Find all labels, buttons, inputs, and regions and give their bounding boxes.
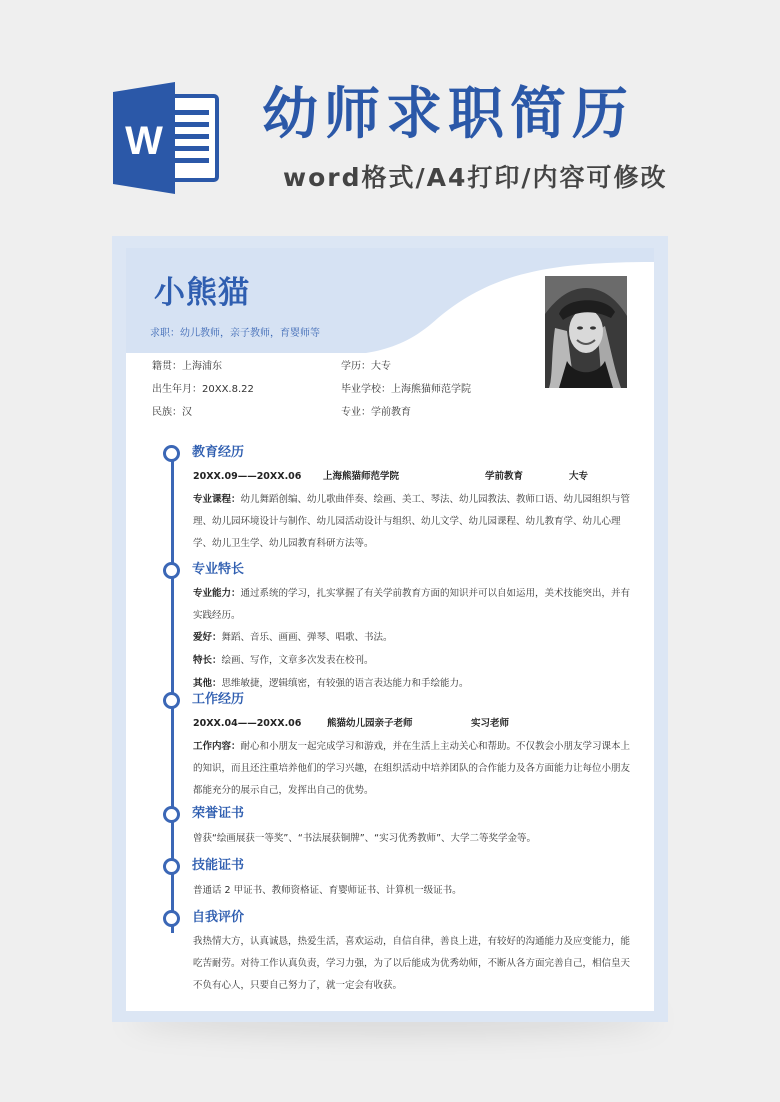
skills-hobby (193, 627, 638, 649)
education-courses-text: 幼儿舞蹈创编、幼儿歌曲伴奏、绘画、美工、琴法、幼儿园教法、教师口语、幼儿园组织与管理、幼儿园环境设计与制作、幼儿园活动设计与组织、幼儿文学、幼儿园课程、幼儿教育学、幼儿心理学、幼儿卫生学、幼儿园教育科研方法等。 (193, 494, 631, 549)
section-title-education: 教育经历 (192, 445, 245, 460)
resume-sheet (126, 248, 654, 1011)
info-degree: 学历：大专 (341, 361, 391, 372)
skills-specialty (193, 650, 638, 672)
page-title: 幼师求职简历 (262, 82, 634, 147)
info-hometown: 籍贯：上海浦东 (152, 361, 222, 372)
info-birth: 出生年月：20XX.8.22 (152, 384, 254, 395)
section-title-certs: 技能证书 (192, 858, 245, 873)
work-content-label: 工作内容： (193, 741, 241, 752)
skills-other (193, 673, 638, 695)
education-major: 学前教育 (485, 471, 524, 482)
word-logo-icon (113, 82, 221, 194)
work-content-text: 耐心和小朋友一起完成学习和游戏，并在生活上主动关心和帮助。不仅教会小朋友学习课本上的知识，而且还注重培养他们的学习兴趣，在组织活动中培养团队的合作能力及各方面能力让每位小朋友都能充分的展示自己，发挥出自己的优势。 (193, 741, 631, 796)
word-logo-letter: W (125, 119, 163, 163)
skills-other-text: 思维敏捷，逻辑缜密，有较强的语言表达能力和手绘能力。 (221, 678, 469, 689)
education-courses (193, 489, 638, 555)
work-company: 熊猫幼儿园亲子老师 (327, 718, 413, 729)
skills-hobby-label: 爱好： (193, 632, 222, 643)
work-role: 实习老师 (471, 718, 510, 729)
skills-ability (193, 583, 638, 627)
section-title-self-eval: 自我评价 (192, 910, 245, 925)
certs-text: 普通话 2 甲证书、教师资格证、育婴师证书、计算机一级证书。 (193, 885, 462, 896)
info-ethnicity: 民族：汉 (152, 407, 192, 418)
work-period: 20XX.04——20XX.06 (193, 718, 302, 729)
timeline-dot-work (163, 692, 180, 709)
job-intent: 求职：幼儿教师，亲子教师，育婴师等 (150, 328, 320, 339)
info-major: 专业：学前教育 (341, 407, 411, 418)
education-level: 大专 (569, 471, 589, 482)
candidate-name: 小熊猫 (154, 275, 250, 311)
self-eval-text: 我热情大方，认真诚恳，热爱生活，喜欢运动，自信自律，善良上进，有较好的沟通能力及应变能力，能吃苦耐劳。对待工作认真负责，学习力强，为了以后能成为优秀幼师，不断从各方面完善自己，相信皇天不负有心人，只要自己努力了，就一定会有收获。 (193, 936, 631, 991)
section-title-honors: 荣誉证书 (192, 806, 245, 821)
education-courses-label: 专业课程： (193, 494, 241, 505)
section-title-skills: 专业特长 (192, 562, 245, 577)
profile-photo (545, 276, 627, 388)
education-school: 上海熊猫师范学院 (323, 471, 400, 482)
education-row (193, 470, 613, 484)
skills-specialty-text: 绘画、写作，文章多次发表在校刊。 (221, 655, 374, 666)
timeline-dot-education (163, 445, 180, 462)
skills-other-label: 其他： (193, 678, 222, 689)
section-title-work: 工作经历 (192, 692, 245, 707)
skills-ability-label: 专业能力： (193, 588, 241, 599)
timeline-dot-skills (163, 562, 180, 579)
info-school: 毕业学校：上海熊猫师范学院 (341, 384, 471, 395)
skills-specialty-label: 特长： (193, 655, 222, 666)
banner (0, 0, 780, 230)
skills-ability-text: 通过系统的学习，扎实掌握了有关学前教育方面的知识并可以自如运用，美术技能突出，并有实践经历。 (193, 588, 631, 621)
resume-paper (112, 236, 668, 1022)
timeline-dot-honors (163, 806, 180, 823)
work-row (193, 717, 613, 731)
timeline-dot-self-eval (163, 910, 180, 927)
timeline-dot-certs (163, 858, 180, 875)
portrait-image (545, 276, 627, 388)
page-subtitle: word格式/A4打印/内容可修改 (283, 163, 668, 192)
work-content (193, 736, 638, 802)
skills-hobby-text: 舞蹈、音乐、画画、弹琴、唱歌、书法。 (221, 632, 393, 643)
honors-text: 曾获“绘画展获一等奖”、“书法展获铜牌”、“实习优秀教师”、大学二等奖学金等。 (193, 833, 537, 844)
education-period: 20XX.09——20XX.06 (193, 471, 302, 482)
